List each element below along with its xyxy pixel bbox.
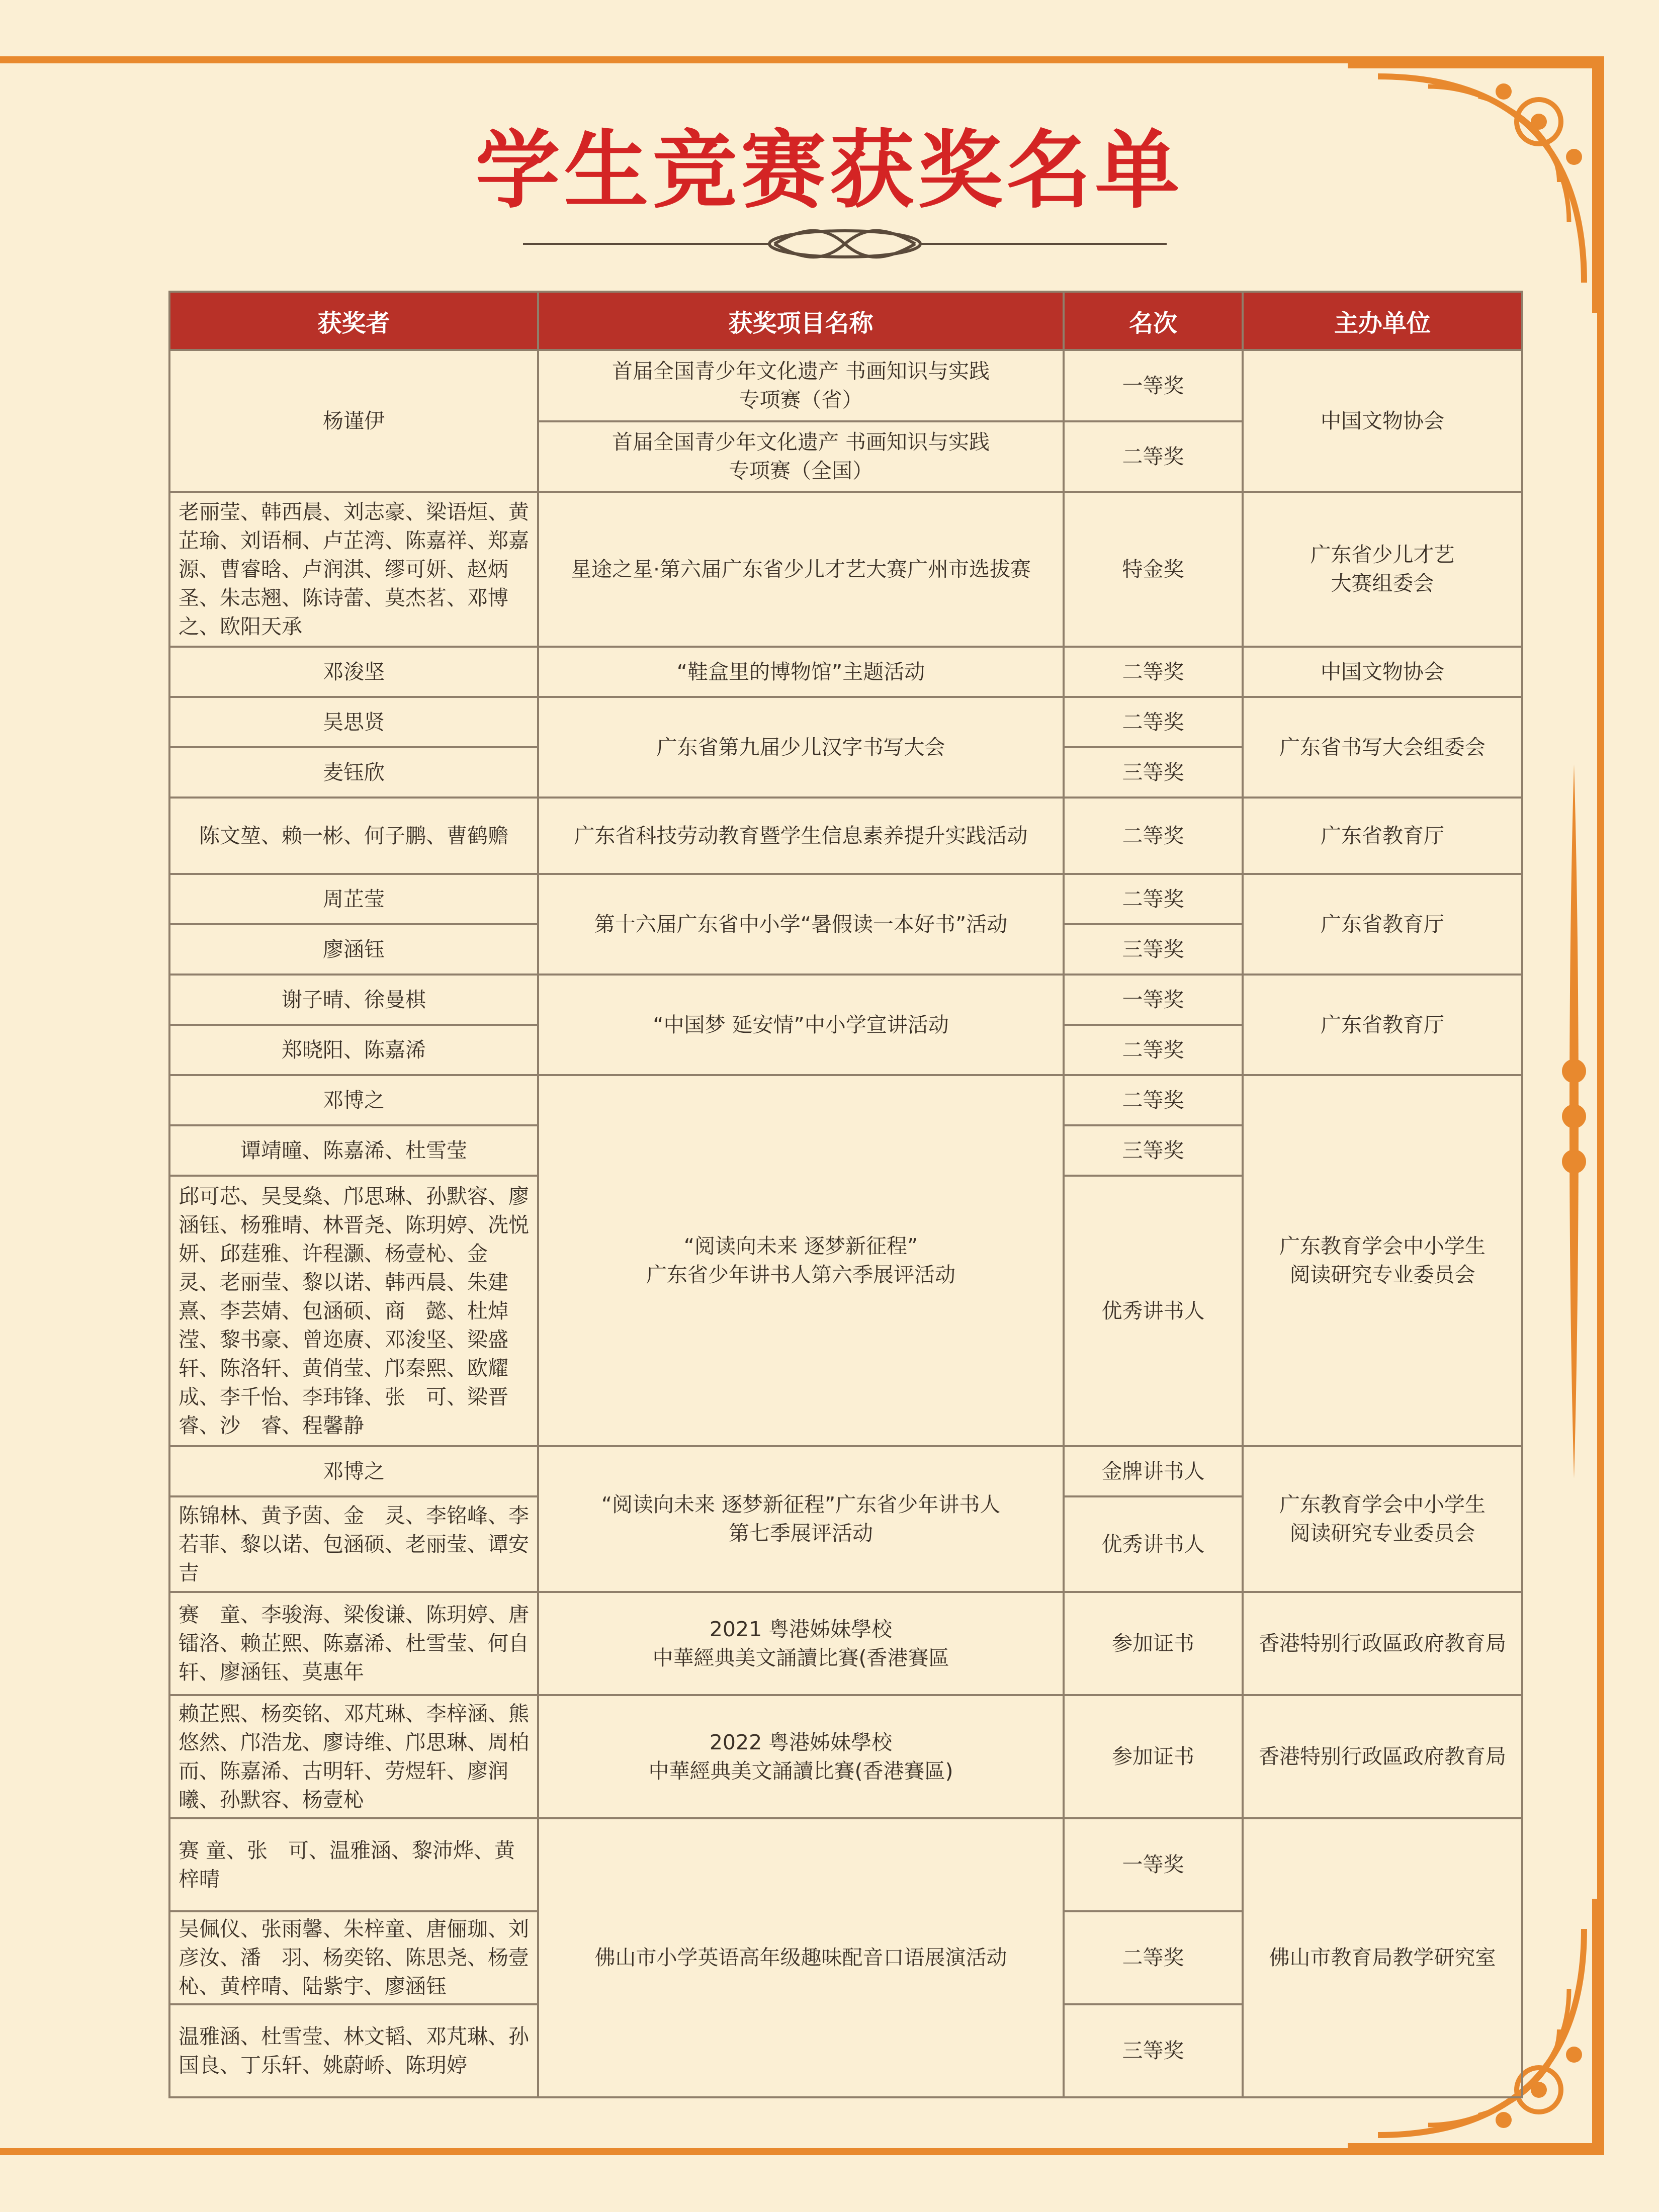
cell-winners: 温雅涵、杜雪莹、林文韬、邓芃琳、孙国良、丁乐轩、姚蔚峤、陈玥婷 <box>169 2004 538 2097</box>
cell-organizer: 中国文物协会 <box>1243 647 1522 697</box>
cell-project: 广东省科技劳动教育暨学生信息素养提升实践活动 <box>538 798 1064 874</box>
cell-winners: 杨谨伊 <box>169 350 538 492</box>
cell-winners: 陈锦林、黄予茵、金 灵、李铭峰、李若菲、黎以诺、包涵硕、老丽莹、谭安吉 <box>169 1496 538 1592</box>
cell-rank: 二等奖 <box>1064 1025 1243 1075</box>
cell-winners: 赛 童、张 可、温雅涵、黎沛烨、黄梓晴 <box>169 1818 538 1911</box>
cell-winners: 陈文堃、赖一彬、何子鹏、曹鹤赡 <box>169 798 538 874</box>
page-title: 学生竞赛获奖名单 <box>475 121 1184 220</box>
awards-table <box>168 291 1523 2098</box>
cell-rank: 二等奖 <box>1064 697 1243 747</box>
cell-winners: 邱可芯、吴旻燊、邝思琳、孙默容、廖涵钰、杨雅晴、林晋尧、陈玥婷、冼悦妍、邱莛雅、许程灏、杨壹杺、金 灵、老丽莹、黎以诺、韩西晨、朱建熹、李芸婧、包涵硕、商 懿、杜焯滢、黎书豪、曾迩赓、邓浚坚、梁盛轩、陈洛轩、黄俏莹、邝秦熙、欧耀成、李千怡、李玮锋、张 可、梁晋睿、沙 睿、程馨静 <box>169 1176 538 1446</box>
cell-project: “阅读向未来 逐梦新征程”广东省少年讲书人 第七季展评活动 <box>538 1446 1064 1592</box>
cell-winners: 赖芷熙、杨奕铭、邓芃琳、李梓涵、熊悠然、邝浩龙、廖诗维、邝思琳、周柏而、陈嘉浠、古明轩、劳煜轩、廖润曦、孙默容、杨壹杺 <box>169 1695 538 1818</box>
table-row <box>169 1818 1522 1911</box>
header-winner: 获奖者 <box>169 292 538 350</box>
cell-organizer: 广东教育学会中小学生 阅读研究专业委员会 <box>1243 1075 1522 1446</box>
header-project: 获奖项目名称 <box>538 292 1064 350</box>
cell-winners: 谢子晴、徐曼棋 <box>169 975 538 1025</box>
cell-project: 首届全国青少年文化遗产 书画知识与实践 专项赛（全国） <box>538 421 1064 492</box>
cell-rank: 三等奖 <box>1064 924 1243 975</box>
cell-rank: 二等奖 <box>1064 1075 1243 1125</box>
table-row <box>169 1075 1522 1125</box>
header-rank: 名次 <box>1064 292 1243 350</box>
side-ornament-icon <box>1549 764 1609 1478</box>
cell-rank: 三等奖 <box>1064 1125 1243 1176</box>
cell-rank: 二等奖 <box>1064 647 1243 697</box>
cell-winners: 老丽莹、韩西晨、刘志豪、梁语烜、黄芷瑜、刘语桐、卢芷湾、陈嘉祥、郑嘉源、曹睿晗、卢润淇、缪可妍、赵炳圣、朱志翘、陈诗蕾、莫杰茗、邓博之、欧阳天承 <box>169 492 538 647</box>
cell-rank: 二等奖 <box>1064 874 1243 924</box>
cell-organizer: 广东省少儿才艺 大赛组委会 <box>1243 492 1522 647</box>
table-row <box>169 975 1522 1025</box>
cell-rank: 一等奖 <box>1064 350 1243 421</box>
cell-project: 首届全国青少年文化遗产 书画知识与实践 专项赛（省） <box>538 350 1064 421</box>
cell-winners: 郑晓阳、陈嘉浠 <box>169 1025 538 1075</box>
cell-rank: 金牌讲书人 <box>1064 1446 1243 1496</box>
cell-project: “阅读向未来 逐梦新征程” 广东省少年讲书人第六季展评活动 <box>538 1075 1064 1446</box>
cell-winners: 麦钰欣 <box>169 747 538 798</box>
cell-organizer: 广东省教育厅 <box>1243 874 1522 975</box>
cell-project: 第十六届广东省中小学“暑假读一本好书”活动 <box>538 874 1064 975</box>
cell-winners: 邓博之 <box>169 1075 538 1125</box>
cell-project: 2022 粤港姊妹學校 中華經典美文誦讀比賽(香港賽區) <box>538 1695 1064 1818</box>
cell-rank: 一等奖 <box>1064 975 1243 1025</box>
cell-project: 广东省第九届少儿汉字书写大会 <box>538 697 1064 798</box>
table-row <box>169 697 1522 747</box>
cell-rank: 一等奖 <box>1064 1818 1243 1911</box>
table-row <box>169 798 1522 874</box>
cell-project: 2021 粤港姊妹學校 中華經典美文誦讀比賽(香港賽區 <box>538 1592 1064 1695</box>
cell-organizer: 佛山市教育局教学研究室 <box>1243 1818 1522 2097</box>
header-organizer: 主办单位 <box>1243 292 1522 350</box>
cell-rank: 优秀讲书人 <box>1064 1496 1243 1592</box>
cell-rank: 三等奖 <box>1064 2004 1243 2097</box>
cell-winners: 谭靖曈、陈嘉浠、杜雪莹 <box>169 1125 538 1176</box>
cell-organizer: 广东省教育厅 <box>1243 975 1522 1075</box>
cell-organizer: 广东省教育厅 <box>1243 798 1522 874</box>
cell-organizer: 广东教育学会中小学生 阅读研究专业委员会 <box>1243 1446 1522 1592</box>
table-header-row <box>169 292 1522 350</box>
cell-rank: 三等奖 <box>1064 747 1243 798</box>
cell-rank: 优秀讲书人 <box>1064 1176 1243 1446</box>
cell-project: 佛山市小学英语高年级趣味配音口语展演活动 <box>538 1818 1064 2097</box>
cell-winners: 邓博之 <box>169 1446 538 1496</box>
cell-winners: 吴佩仪、张雨馨、朱梓童、唐俪珈、刘彦汝、潘 羽、杨奕铭、陈思尧、杨壹杺、黄梓晴、陆紫宇、廖涵钰 <box>169 1911 538 2004</box>
cell-project: 星途之星·第六届广东省少儿才艺大赛广州市选拔赛 <box>538 492 1064 647</box>
cell-rank: 参加证书 <box>1064 1695 1243 1818</box>
cell-winners: 廖涵钰 <box>169 924 538 975</box>
cell-rank: 参加证书 <box>1064 1592 1243 1695</box>
cell-organizer: 香港特别行政區政府教育局 <box>1243 1592 1522 1695</box>
cell-rank: 二等奖 <box>1064 1911 1243 2004</box>
table-row <box>169 492 1522 647</box>
cell-organizer: 香港特别行政區政府教育局 <box>1243 1695 1522 1818</box>
cell-winners: 周芷莹 <box>169 874 538 924</box>
title-divider-icon <box>523 221 1167 267</box>
table-row <box>169 1592 1522 1695</box>
cell-rank: 特金奖 <box>1064 492 1243 647</box>
cell-rank: 二等奖 <box>1064 421 1243 492</box>
cell-organizer: 中国文物协会 <box>1243 350 1522 492</box>
table-row <box>169 1446 1522 1496</box>
cell-rank: 二等奖 <box>1064 798 1243 874</box>
table-row <box>169 1695 1522 1818</box>
cell-winners: 赛 童、李骏海、梁俊谦、陈玥婷、唐镭洛、赖芷熙、陈嘉浠、杜雪莹、何自轩、廖涵钰、莫惠年 <box>169 1592 538 1695</box>
cell-organizer: 广东省书写大会组委会 <box>1243 697 1522 798</box>
table-row <box>169 874 1522 924</box>
table-row <box>169 350 1522 421</box>
cell-project: “中国梦 延安情”中小学宣讲活动 <box>538 975 1064 1075</box>
cell-project: “鞋盒里的博物馆”主题活动 <box>538 647 1064 697</box>
cell-winners: 邓浚坚 <box>169 647 538 697</box>
cell-winners: 吴思贤 <box>169 697 538 747</box>
table-row <box>169 647 1522 697</box>
